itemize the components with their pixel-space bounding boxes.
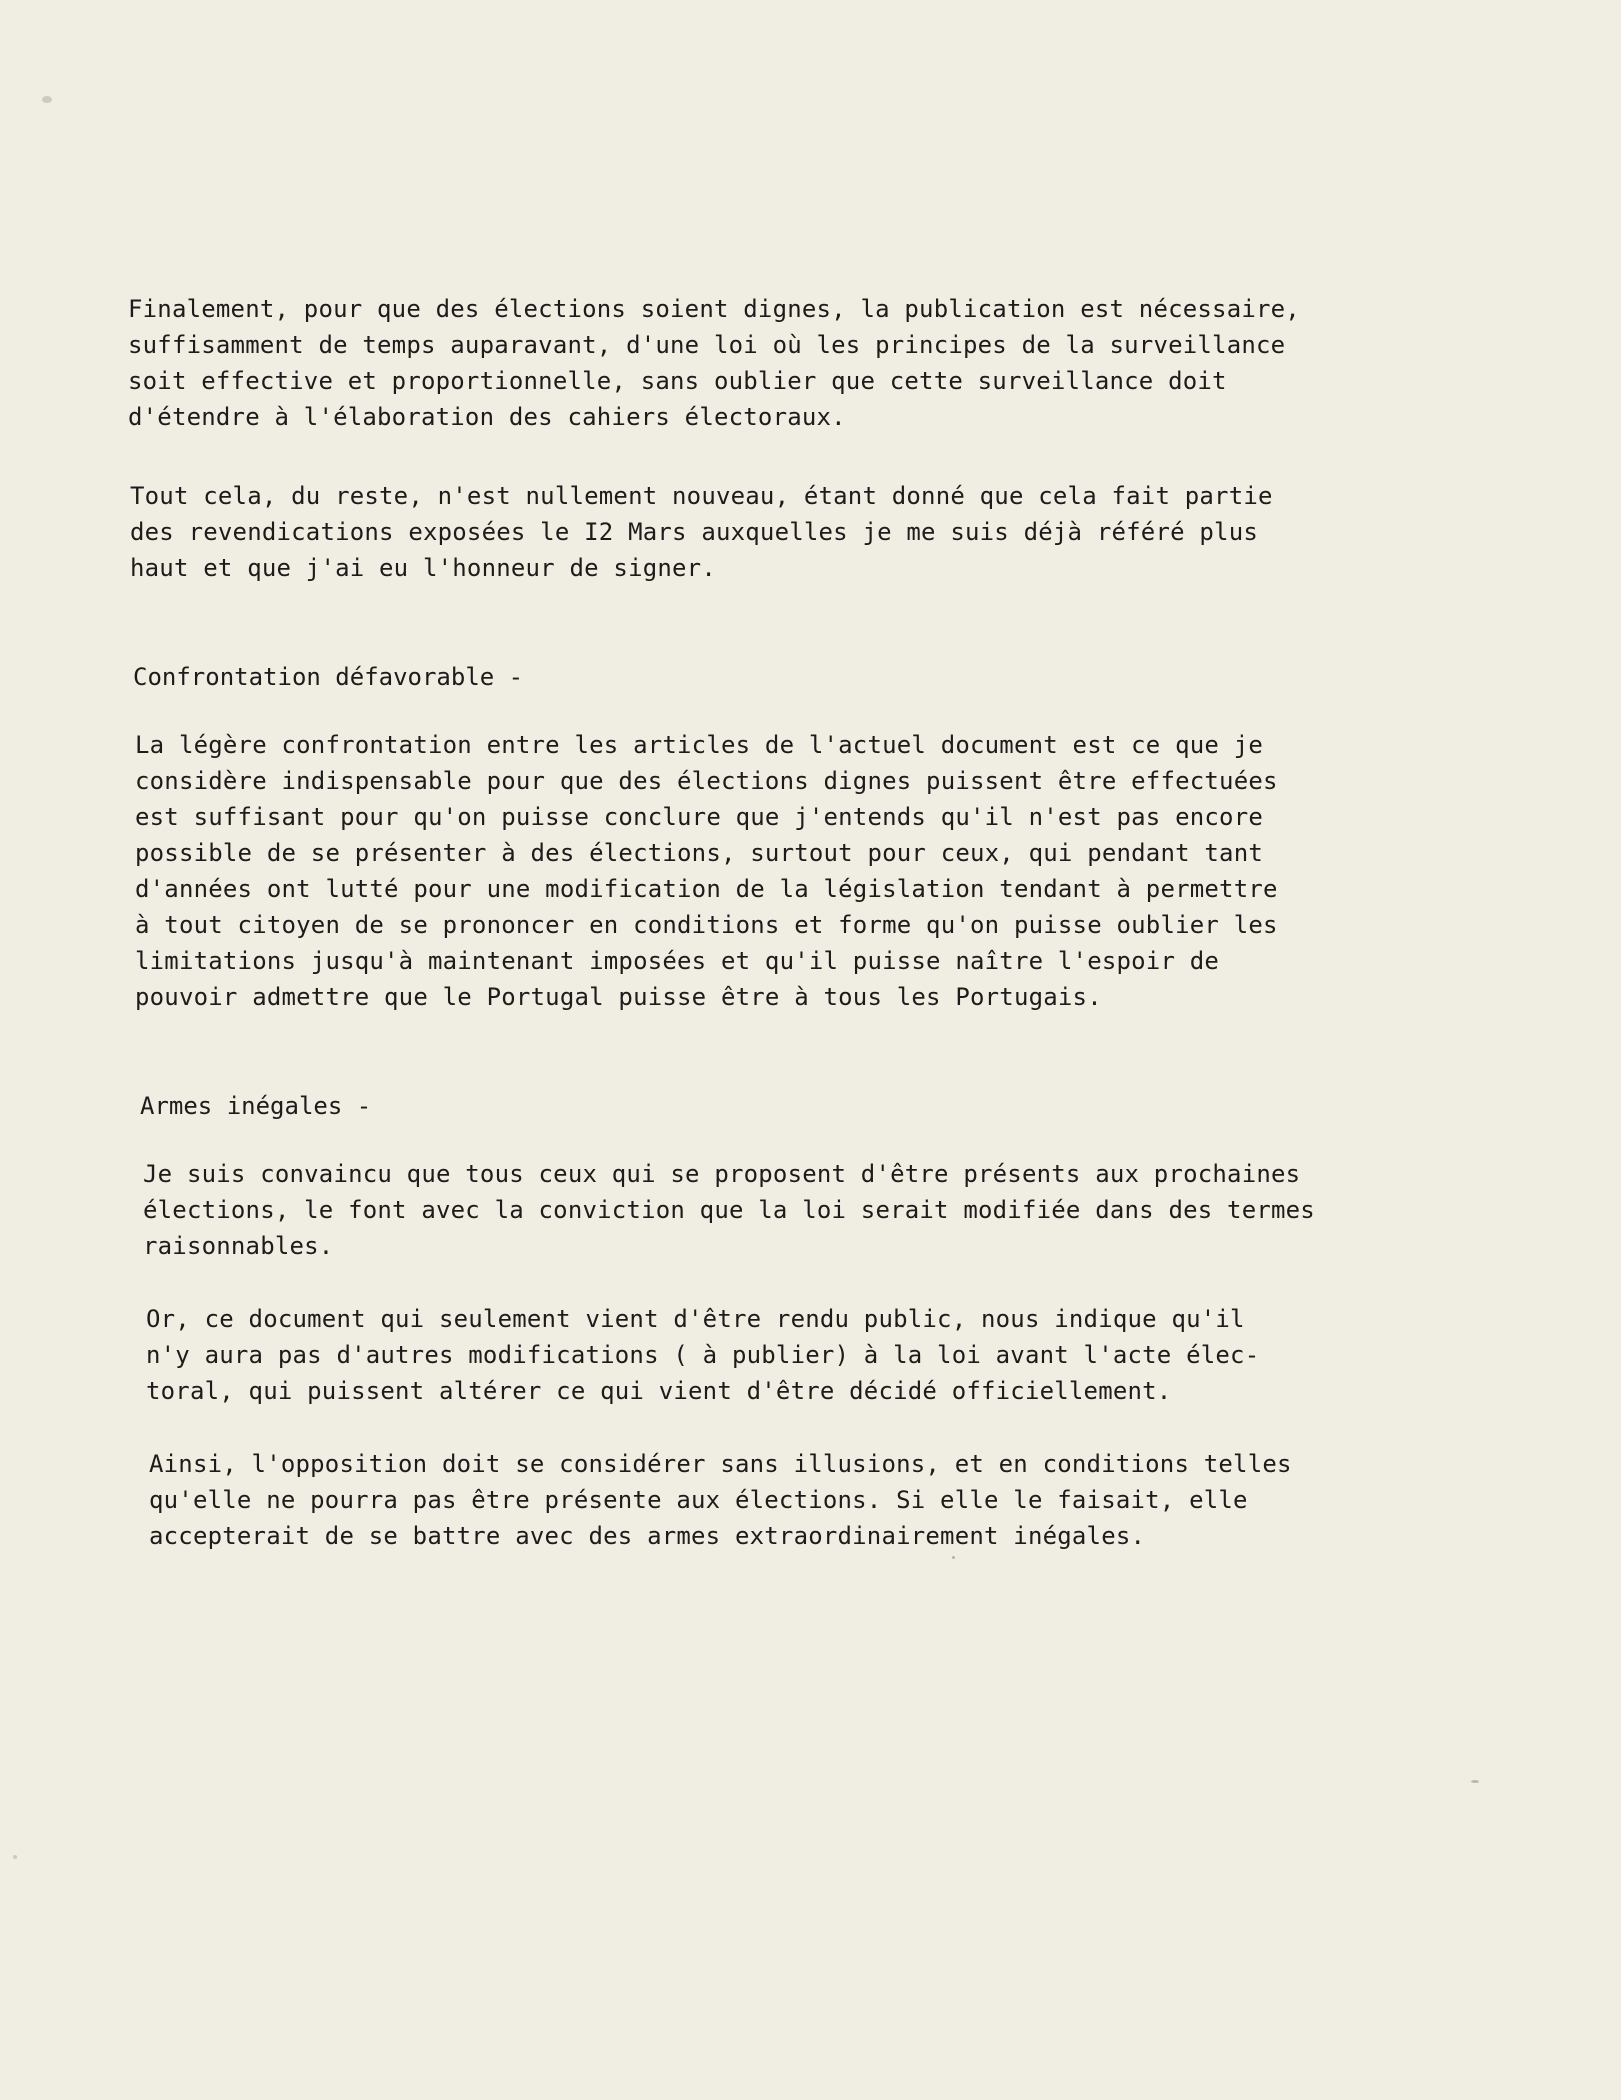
text-line: toral, qui puissent altérer ce qui vient d'être décidé officiellement. [146, 1377, 1172, 1405]
paper-speck [13, 1855, 17, 1859]
paper-speck [42, 96, 52, 103]
text-line: élections, le font avec la conviction que la loi serait modifiée dans des termes [143, 1196, 1315, 1224]
paragraph-publication [128, 291, 1300, 435]
paragraph-conviction [143, 1156, 1315, 1264]
text-line: Tout cela, du reste, n'est nullement nouveau, étant donné que cela fait partie [130, 482, 1273, 510]
paper-speck [1471, 1780, 1479, 1783]
paper-speck [952, 1556, 955, 1559]
text-line: Finalement, pour que des élections soient dignes, la publication est nécessaire, [128, 295, 1300, 323]
text-line: soit effective et proportionnelle, sans oublier que cette surveillance doit [128, 367, 1227, 395]
paragraph-document [146, 1301, 1259, 1409]
text-line: n'y aura pas d'autres modifications ( à publier) à la loi avant l'acte élec- [146, 1341, 1260, 1369]
text-line: d'étendre à l'élaboration des cahiers électoraux. [128, 403, 846, 431]
text-line: qu'elle ne pourra pas être présente aux élections. Si elle le faisait, elle [149, 1486, 1248, 1514]
text-line: Or, ce document qui seulement vient d'être rendu public, nous indique qu'il [146, 1305, 1245, 1333]
text-line: des revendications exposées le I2 Mars auxquelles je me suis déjà référé plus [130, 518, 1258, 546]
text-line: d'années ont lutté pour une modification de la législation tendant à permettre [135, 875, 1278, 903]
paragraph-revendications [130, 478, 1273, 586]
text-line: accepterait de se battre avec des armes extraordinairement inégales. [149, 1522, 1146, 1550]
paragraph-confrontation [135, 727, 1278, 1015]
text-line: suffisamment de temps auparavant, d'une loi où les principes de la surveillance [128, 331, 1286, 359]
text-line: est suffisant pour qu'on puisse conclure que j'entends qu'il n'est pas encore [135, 803, 1263, 831]
text-line: La légère confrontation entre les articles de l'actuel document est ce que je [135, 731, 1263, 759]
text-line: considère indispensable pour que des élections dignes puissent être effectuées [135, 767, 1278, 795]
text-line: pouvoir admettre que le Portugal puisse être à tous les Portugais. [135, 983, 1102, 1011]
text-line: à tout citoyen de se prononcer en conditions et forme qu'on puisse oublier les [135, 911, 1278, 939]
text-line: Ainsi, l'opposition doit se considérer sans illusions, et en conditions telles [149, 1450, 1292, 1478]
paragraph-opposition [149, 1446, 1292, 1554]
section-heading-confrontation: Confrontation défavorable - [133, 663, 524, 691]
text-line: raisonnables. [143, 1232, 334, 1260]
text-line: possible de se présenter à des élections, surtout pour ceux, qui pendant tant [135, 839, 1263, 867]
text-line: Je suis convaincu que tous ceux qui se proposent d'être présents aux prochaines [143, 1160, 1301, 1188]
text-line: haut et que j'ai eu l'honneur de signer. [130, 554, 716, 582]
text-line: limitations jusqu'à maintenant imposées et qu'il puisse naître l'espoir de [135, 947, 1220, 975]
section-heading-armes: Armes inégales - [140, 1092, 372, 1120]
